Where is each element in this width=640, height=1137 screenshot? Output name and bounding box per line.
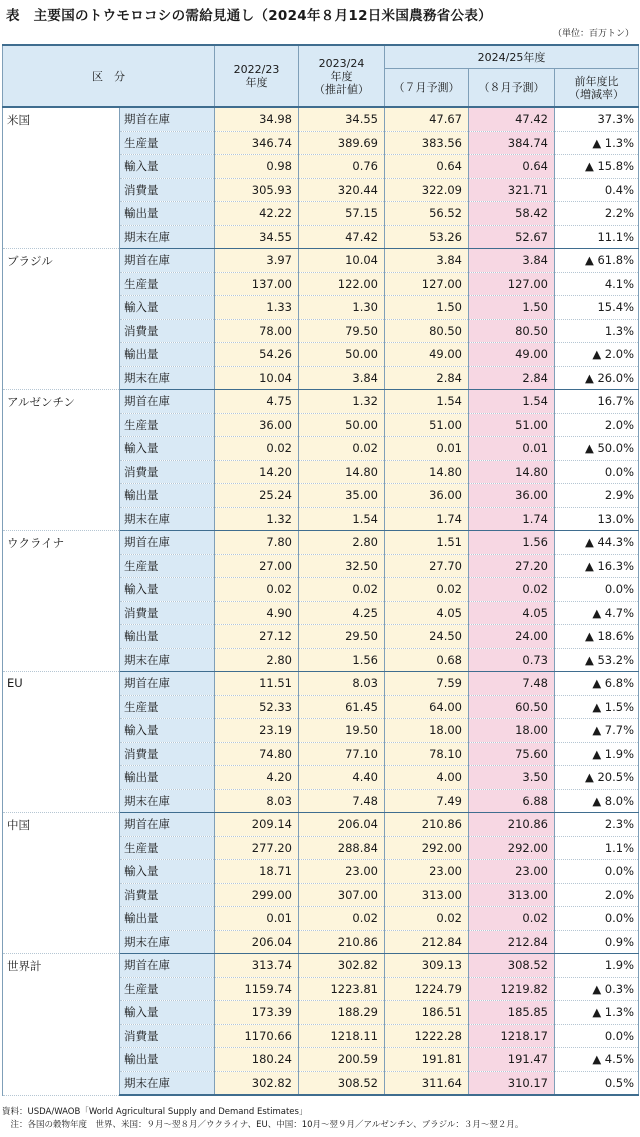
value-cell: 14.80 xyxy=(469,460,555,484)
value-cell: 210.86 xyxy=(469,813,555,837)
value-cell: 1.74 xyxy=(469,507,555,531)
value-cell: 313.00 xyxy=(469,883,555,907)
yoy-change-cell: ▲ 50.0% xyxy=(555,437,639,461)
value-cell: 127.00 xyxy=(469,272,555,296)
value-cell: 1.51 xyxy=(385,531,469,555)
item-label: 消費量 xyxy=(120,460,215,484)
yoy-change-cell: 15.4% xyxy=(555,296,639,320)
item-label: 消費量 xyxy=(120,883,215,907)
yoy-change-cell: ▲ 20.5% xyxy=(555,766,639,790)
value-cell: 7.48 xyxy=(469,672,555,696)
item-label: 輸入量 xyxy=(120,437,215,461)
value-cell: 52.67 xyxy=(469,225,555,249)
value-cell: 60.50 xyxy=(469,695,555,719)
value-cell: 18.71 xyxy=(215,860,299,884)
table-row xyxy=(3,390,639,414)
country-label: 米国 xyxy=(3,107,120,249)
value-cell: 58.42 xyxy=(469,202,555,226)
value-cell: 3.97 xyxy=(215,249,299,273)
country-label: 世界計 xyxy=(3,954,120,1096)
value-cell: 4.05 xyxy=(469,601,555,625)
value-cell: 1.56 xyxy=(299,648,385,672)
value-cell: 18.00 xyxy=(385,719,469,743)
value-cell: 320.44 xyxy=(299,178,385,202)
value-cell: 0.01 xyxy=(385,437,469,461)
value-cell: 19.50 xyxy=(299,719,385,743)
value-cell: 0.73 xyxy=(469,648,555,672)
item-label: 消費量 xyxy=(120,319,215,343)
item-label: 輸入量 xyxy=(120,1001,215,1025)
value-cell: 34.98 xyxy=(215,107,299,131)
value-cell: 23.00 xyxy=(299,860,385,884)
value-cell: 127.00 xyxy=(385,272,469,296)
value-cell: 49.00 xyxy=(469,343,555,367)
value-cell: 36.00 xyxy=(469,484,555,508)
item-label: 輸入量 xyxy=(120,155,215,179)
value-cell: 0.01 xyxy=(469,437,555,461)
value-cell: 307.00 xyxy=(299,883,385,907)
page-title: 表 主要国のトウモロコシの需給見通し（2024年８月12日米国農務省公表） xyxy=(6,8,492,24)
value-cell: 14.80 xyxy=(385,460,469,484)
value-cell: 1219.82 xyxy=(469,977,555,1001)
yoy-change-cell: ▲ 1.3% xyxy=(555,1001,639,1025)
value-cell: 7.59 xyxy=(385,672,469,696)
yoy-change-cell: ▲ 61.8% xyxy=(555,249,639,273)
value-cell: 0.98 xyxy=(215,155,299,179)
value-cell: 302.82 xyxy=(299,954,385,978)
value-cell: 0.02 xyxy=(299,578,385,602)
yoy-change-cell: ▲ 26.0% xyxy=(555,366,639,390)
value-cell: 56.52 xyxy=(385,202,469,226)
value-cell: 0.02 xyxy=(385,578,469,602)
value-cell: 0.64 xyxy=(385,155,469,179)
value-cell: 0.02 xyxy=(215,437,299,461)
item-label: 消費量 xyxy=(120,742,215,766)
value-cell: 292.00 xyxy=(385,836,469,860)
value-cell: 206.04 xyxy=(299,813,385,837)
value-cell: 50.00 xyxy=(299,413,385,437)
value-cell: 52.33 xyxy=(215,695,299,719)
header-yoy-change xyxy=(555,69,639,108)
value-cell: 11.51 xyxy=(215,672,299,696)
yoy-change-cell: 2.3% xyxy=(555,813,639,837)
table-row xyxy=(3,249,639,273)
value-cell: 191.81 xyxy=(385,1048,469,1072)
value-cell: 80.50 xyxy=(385,319,469,343)
value-cell: 7.80 xyxy=(215,531,299,555)
yoy-change-cell: ▲ 4.5% xyxy=(555,1048,639,1072)
value-cell: 210.86 xyxy=(385,813,469,837)
value-cell: 1.32 xyxy=(299,390,385,414)
value-cell: 47.67 xyxy=(385,107,469,131)
yoy-change-cell: 0.0% xyxy=(555,1024,639,1048)
item-label: 生産量 xyxy=(120,977,215,1001)
value-cell: 78.10 xyxy=(385,742,469,766)
value-cell: 36.00 xyxy=(215,413,299,437)
value-cell: 8.03 xyxy=(215,789,299,813)
crop-year-note: 注：各国の穀物年度 世界、米国：９月～翌８月／ウクライナ、EU、中国：10月～翌９月／アルゼンチン、ブラジル：３月～翌２月。 xyxy=(2,1120,524,1130)
value-cell: 27.12 xyxy=(215,625,299,649)
yoy-change-cell: ▲ 18.6% xyxy=(555,625,639,649)
value-cell: 80.50 xyxy=(469,319,555,343)
yoy-change-cell: 0.4% xyxy=(555,178,639,202)
item-label: 期首在庫 xyxy=(120,672,215,696)
header-july-forecast: （７月予測） xyxy=(385,69,469,108)
value-cell: 47.42 xyxy=(469,107,555,131)
yoy-change-cell: 13.0% xyxy=(555,507,639,531)
value-cell: 0.02 xyxy=(469,907,555,931)
value-cell: 23.00 xyxy=(385,860,469,884)
yoy-change-cell: 2.0% xyxy=(555,883,639,907)
item-label: 輸出量 xyxy=(120,625,215,649)
item-label: 生産量 xyxy=(120,836,215,860)
value-cell: 51.00 xyxy=(469,413,555,437)
yoy-change-cell: ▲ 15.8% xyxy=(555,155,639,179)
header-2023-24 xyxy=(299,45,385,107)
value-cell: 383.56 xyxy=(385,131,469,155)
yoy-change-cell: ▲ 1.9% xyxy=(555,742,639,766)
item-label: 期首在庫 xyxy=(120,954,215,978)
value-cell: 188.29 xyxy=(299,1001,385,1025)
value-cell: 210.86 xyxy=(299,930,385,954)
header-2023-24-text: 2023/24 年度 （推計値） xyxy=(314,56,369,96)
table-body xyxy=(3,107,639,1095)
value-cell: 0.64 xyxy=(469,155,555,179)
item-label: 期末在庫 xyxy=(120,225,215,249)
value-cell: 34.55 xyxy=(299,107,385,131)
item-label: 生産量 xyxy=(120,131,215,155)
value-cell: 0.01 xyxy=(215,907,299,931)
item-label: 輸入量 xyxy=(120,578,215,602)
value-cell: 7.48 xyxy=(299,789,385,813)
item-label: 期末在庫 xyxy=(120,930,215,954)
item-label: 輸出量 xyxy=(120,343,215,367)
value-cell: 64.00 xyxy=(385,695,469,719)
header-2022-23-text: 2022/23 年度 xyxy=(233,63,280,89)
value-cell: 1.32 xyxy=(215,507,299,531)
yoy-change-cell: ▲ 2.0% xyxy=(555,343,639,367)
value-cell: 23.19 xyxy=(215,719,299,743)
yoy-change-cell: 0.0% xyxy=(555,860,639,884)
value-cell: 2.84 xyxy=(469,366,555,390)
value-cell: 1223.81 xyxy=(299,977,385,1001)
item-label: 生産量 xyxy=(120,554,215,578)
item-label: 輸出量 xyxy=(120,1048,215,1072)
value-cell: 27.00 xyxy=(215,554,299,578)
value-cell: 4.40 xyxy=(299,766,385,790)
value-cell: 34.55 xyxy=(215,225,299,249)
header-yoy-text: 前年度比 （増減率） xyxy=(569,74,625,101)
supply-demand-table xyxy=(2,44,639,1096)
value-cell: 4.05 xyxy=(385,601,469,625)
source-note: 資料：USDA/WAOB「World Agricultural Supply and Demand Estimates」 xyxy=(2,1107,308,1117)
yoy-change-cell: ▲ 0.3% xyxy=(555,977,639,1001)
item-label: 期首在庫 xyxy=(120,813,215,837)
yoy-change-cell: 16.7% xyxy=(555,390,639,414)
yoy-change-cell: 1.1% xyxy=(555,836,639,860)
item-label: 期首在庫 xyxy=(120,531,215,555)
value-cell: 191.47 xyxy=(469,1048,555,1072)
value-cell: 3.84 xyxy=(469,249,555,273)
header-2022-23 xyxy=(215,45,299,107)
value-cell: 1.30 xyxy=(299,296,385,320)
value-cell: 14.20 xyxy=(215,460,299,484)
value-cell: 389.69 xyxy=(299,131,385,155)
item-label: 生産量 xyxy=(120,413,215,437)
value-cell: 0.02 xyxy=(299,907,385,931)
value-cell: 10.04 xyxy=(215,366,299,390)
item-label: 期首在庫 xyxy=(120,107,215,131)
value-cell: 3.84 xyxy=(385,249,469,273)
value-cell: 4.75 xyxy=(215,390,299,414)
item-label: 期末在庫 xyxy=(120,789,215,813)
item-label: 輸出量 xyxy=(120,907,215,931)
value-cell: 8.03 xyxy=(299,672,385,696)
table-row xyxy=(3,813,639,837)
value-cell: 77.10 xyxy=(299,742,385,766)
value-cell: 137.00 xyxy=(215,272,299,296)
yoy-change-cell: 1.9% xyxy=(555,954,639,978)
header-2024-25: 2024/25年度 xyxy=(385,45,639,69)
value-cell: 1.50 xyxy=(469,296,555,320)
country-label: EU xyxy=(3,672,120,813)
value-cell: 206.04 xyxy=(215,930,299,954)
value-cell: 54.26 xyxy=(215,343,299,367)
value-cell: 209.14 xyxy=(215,813,299,837)
value-cell: 6.88 xyxy=(469,789,555,813)
value-cell: 313.74 xyxy=(215,954,299,978)
item-label: 消費量 xyxy=(120,1024,215,1048)
value-cell: 24.00 xyxy=(469,625,555,649)
value-cell: 186.51 xyxy=(385,1001,469,1025)
yoy-change-cell: 11.1% xyxy=(555,225,639,249)
value-cell: 299.00 xyxy=(215,883,299,907)
yoy-change-cell: 2.0% xyxy=(555,413,639,437)
value-cell: 292.00 xyxy=(469,836,555,860)
yoy-change-cell: 1.3% xyxy=(555,319,639,343)
value-cell: 4.25 xyxy=(299,601,385,625)
unit-label: （単位：百万トン） xyxy=(552,29,634,39)
value-cell: 1.54 xyxy=(385,390,469,414)
table-row xyxy=(3,954,639,978)
value-cell: 346.74 xyxy=(215,131,299,155)
yoy-change-cell: ▲ 1.3% xyxy=(555,131,639,155)
yoy-change-cell: ▲ 7.7% xyxy=(555,719,639,743)
country-label: ブラジル xyxy=(3,249,120,390)
value-cell: 185.85 xyxy=(469,1001,555,1025)
value-cell: 51.00 xyxy=(385,413,469,437)
value-cell: 53.26 xyxy=(385,225,469,249)
value-cell: 288.84 xyxy=(299,836,385,860)
value-cell: 18.00 xyxy=(469,719,555,743)
value-cell: 322.09 xyxy=(385,178,469,202)
value-cell: 25.24 xyxy=(215,484,299,508)
value-cell: 75.60 xyxy=(469,742,555,766)
value-cell: 36.00 xyxy=(385,484,469,508)
value-cell: 212.84 xyxy=(385,930,469,954)
value-cell: 32.50 xyxy=(299,554,385,578)
value-cell: 4.00 xyxy=(385,766,469,790)
yoy-change-cell: 37.3% xyxy=(555,107,639,131)
table-row xyxy=(3,531,639,555)
value-cell: 1218.17 xyxy=(469,1024,555,1048)
value-cell: 1218.11 xyxy=(299,1024,385,1048)
value-cell: 1.74 xyxy=(385,507,469,531)
item-label: 消費量 xyxy=(120,178,215,202)
value-cell: 1222.28 xyxy=(385,1024,469,1048)
value-cell: 310.17 xyxy=(469,1071,555,1095)
value-cell: 0.68 xyxy=(385,648,469,672)
value-cell: 3.84 xyxy=(299,366,385,390)
item-label: 輸入量 xyxy=(120,719,215,743)
value-cell: 0.76 xyxy=(299,155,385,179)
item-label: 輸出量 xyxy=(120,484,215,508)
value-cell: 4.90 xyxy=(215,601,299,625)
yoy-change-cell: ▲ 6.8% xyxy=(555,672,639,696)
country-label: ウクライナ xyxy=(3,531,120,672)
value-cell: 14.80 xyxy=(299,460,385,484)
country-label: アルゼンチン xyxy=(3,390,120,531)
value-cell: 308.52 xyxy=(469,954,555,978)
item-label: 輸入量 xyxy=(120,296,215,320)
country-label: 中国 xyxy=(3,813,120,954)
value-cell: 27.70 xyxy=(385,554,469,578)
item-label: 期末在庫 xyxy=(120,507,215,531)
value-cell: 79.50 xyxy=(299,319,385,343)
yoy-change-cell: ▲ 4.7% xyxy=(555,601,639,625)
item-label: 輸出量 xyxy=(120,766,215,790)
value-cell: 277.20 xyxy=(215,836,299,860)
item-label: 生産量 xyxy=(120,272,215,296)
value-cell: 313.00 xyxy=(385,883,469,907)
value-cell: 29.50 xyxy=(299,625,385,649)
value-cell: 308.52 xyxy=(299,1071,385,1095)
header-category: 区 分 xyxy=(3,45,215,107)
value-cell: 24.50 xyxy=(385,625,469,649)
value-cell: 57.15 xyxy=(299,202,385,226)
item-label: 消費量 xyxy=(120,601,215,625)
item-label: 期末在庫 xyxy=(120,366,215,390)
yoy-change-cell: 0.9% xyxy=(555,930,639,954)
item-label: 期末在庫 xyxy=(120,1071,215,1095)
value-cell: 42.22 xyxy=(215,202,299,226)
value-cell: 49.00 xyxy=(385,343,469,367)
value-cell: 2.84 xyxy=(385,366,469,390)
value-cell: 302.82 xyxy=(215,1071,299,1095)
value-cell: 1159.74 xyxy=(215,977,299,1001)
yoy-change-cell: ▲ 8.0% xyxy=(555,789,639,813)
value-cell: 0.02 xyxy=(299,437,385,461)
value-cell: 2.80 xyxy=(299,531,385,555)
value-cell: 0.02 xyxy=(215,578,299,602)
item-label: 期首在庫 xyxy=(120,249,215,273)
value-cell: 1170.66 xyxy=(215,1024,299,1048)
yoy-change-cell: 0.0% xyxy=(555,907,639,931)
notes xyxy=(2,1106,523,1132)
yoy-change-cell: 2.9% xyxy=(555,484,639,508)
value-cell: 321.71 xyxy=(469,178,555,202)
yoy-change-cell: ▲ 53.2% xyxy=(555,648,639,672)
item-label: 生産量 xyxy=(120,695,215,719)
value-cell: 311.64 xyxy=(385,1071,469,1095)
yoy-change-cell: 4.1% xyxy=(555,272,639,296)
value-cell: 50.00 xyxy=(299,343,385,367)
value-cell: 23.00 xyxy=(469,860,555,884)
yoy-change-cell: 2.2% xyxy=(555,202,639,226)
value-cell: 61.45 xyxy=(299,695,385,719)
item-label: 輸出量 xyxy=(120,202,215,226)
yoy-change-cell: ▲ 16.3% xyxy=(555,554,639,578)
value-cell: 1224.79 xyxy=(385,977,469,1001)
value-cell: 0.02 xyxy=(469,578,555,602)
value-cell: 47.42 xyxy=(299,225,385,249)
item-label: 期末在庫 xyxy=(120,648,215,672)
value-cell: 1.50 xyxy=(385,296,469,320)
value-cell: 212.84 xyxy=(469,930,555,954)
value-cell: 2.80 xyxy=(215,648,299,672)
value-cell: 4.20 xyxy=(215,766,299,790)
value-cell: 74.80 xyxy=(215,742,299,766)
value-cell: 173.39 xyxy=(215,1001,299,1025)
value-cell: 200.59 xyxy=(299,1048,385,1072)
item-label: 期首在庫 xyxy=(120,390,215,414)
table-row xyxy=(3,107,639,131)
value-cell: 305.93 xyxy=(215,178,299,202)
yoy-change-cell: ▲ 44.3% xyxy=(555,531,639,555)
value-cell: 1.54 xyxy=(469,390,555,414)
item-label: 輸入量 xyxy=(120,860,215,884)
value-cell: 309.13 xyxy=(385,954,469,978)
value-cell: 27.20 xyxy=(469,554,555,578)
value-cell: 1.33 xyxy=(215,296,299,320)
header-august-forecast: （８月予測） xyxy=(469,69,555,108)
value-cell: 78.00 xyxy=(215,319,299,343)
yoy-change-cell: 0.0% xyxy=(555,460,639,484)
table-row xyxy=(3,672,639,696)
value-cell: 7.49 xyxy=(385,789,469,813)
value-cell: 10.04 xyxy=(299,249,385,273)
value-cell: 3.50 xyxy=(469,766,555,790)
value-cell: 1.54 xyxy=(299,507,385,531)
value-cell: 1.56 xyxy=(469,531,555,555)
value-cell: 384.74 xyxy=(469,131,555,155)
value-cell: 122.00 xyxy=(299,272,385,296)
yoy-change-cell: 0.5% xyxy=(555,1071,639,1095)
yoy-change-cell: 0.0% xyxy=(555,578,639,602)
value-cell: 35.00 xyxy=(299,484,385,508)
value-cell: 0.02 xyxy=(385,907,469,931)
yoy-change-cell: ▲ 1.5% xyxy=(555,695,639,719)
value-cell: 180.24 xyxy=(215,1048,299,1072)
